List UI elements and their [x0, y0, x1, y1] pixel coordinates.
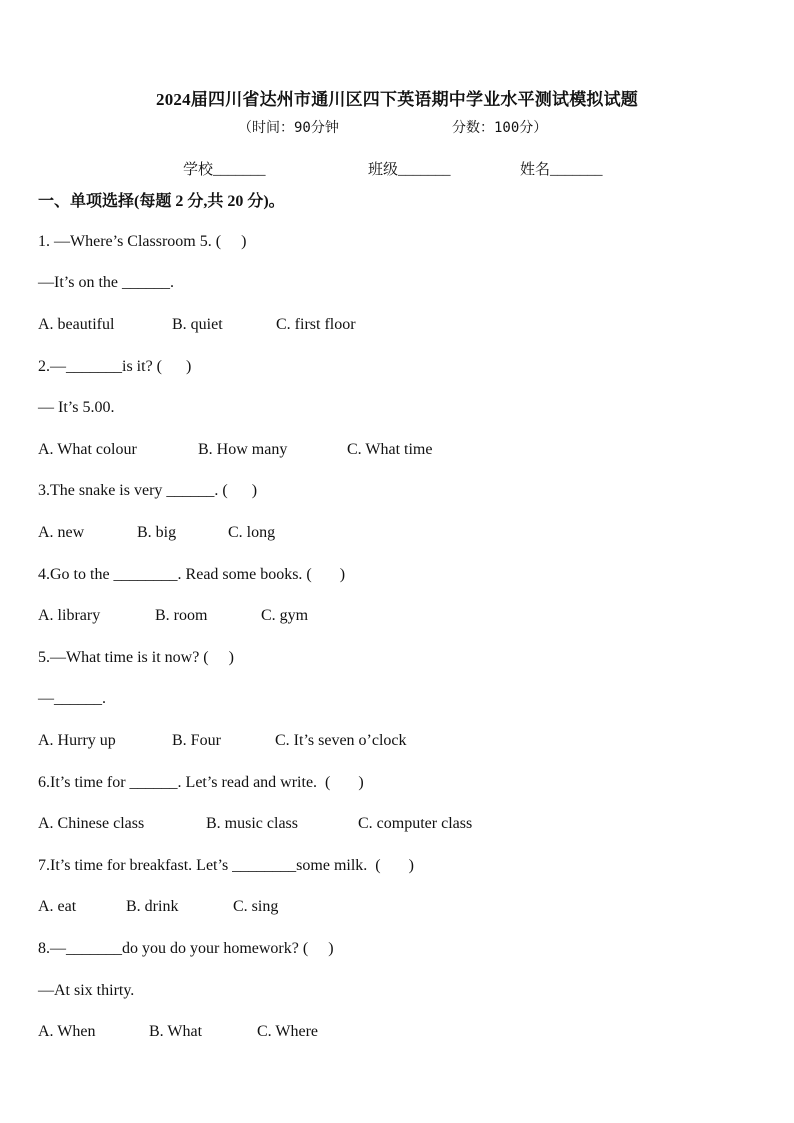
- question-line: —It’s on the ______.: [38, 274, 174, 291]
- option-c[interactable]: C. long: [228, 524, 276, 541]
- option-c[interactable]: C. computer class: [358, 815, 473, 832]
- option-b[interactable]: B. drink: [126, 898, 179, 915]
- page-title: 2024届四川省达州市通川区四下英语期中学业水平测试模拟试题: [156, 90, 638, 109]
- option-row: [38, 316, 356, 334]
- question-line: 6.It’s time for ______. Let’s read and write. ( ): [38, 774, 364, 791]
- option-row: [38, 524, 275, 542]
- option-a[interactable]: A. eat: [38, 898, 77, 915]
- option-row: [38, 732, 407, 750]
- section-heading: 一、单项选择(每题 2 分,共 20 分)。: [38, 193, 285, 210]
- option-a[interactable]: A. beautiful: [38, 316, 115, 333]
- exam-time: （时间：90分钟: [238, 120, 339, 136]
- option-a[interactable]: A. new: [38, 524, 85, 541]
- class-field: 班级_______: [368, 162, 451, 178]
- option-row: [38, 898, 278, 916]
- option-a[interactable]: A. Hurry up: [38, 732, 116, 749]
- question-line: 2.—_______is it? ( ): [38, 358, 192, 375]
- question-line: 5.—What time is it now? ( ): [38, 649, 234, 666]
- option-c[interactable]: C. sing: [233, 898, 279, 915]
- question-line: —At six thirty.: [38, 982, 135, 999]
- question-line: 7.It’s time for breakfast. Let’s ________some milk. ( ): [38, 857, 414, 874]
- option-b[interactable]: B. room: [155, 607, 208, 624]
- option-row: [38, 607, 308, 625]
- option-c[interactable]: C. first floor: [276, 316, 356, 333]
- option-row: [38, 441, 432, 459]
- question-line: 4.Go to the ________. Read some books. ( ): [38, 566, 346, 583]
- option-a[interactable]: A. When: [38, 1023, 96, 1040]
- option-c[interactable]: C. gym: [261, 607, 309, 624]
- question-line: 8.—_______do you do your homework? ( ): [38, 940, 334, 957]
- question-line: 1. —Where’s Classroom 5. ( ): [38, 233, 247, 250]
- option-a[interactable]: A. library: [38, 607, 101, 624]
- option-b[interactable]: B. Four: [172, 732, 221, 749]
- school-field: 学校_______: [183, 162, 266, 178]
- option-b[interactable]: B. How many: [198, 441, 288, 458]
- question-line: 3.The snake is very ______. ( ): [38, 482, 258, 499]
- option-c[interactable]: C. What time: [347, 441, 433, 458]
- option-a[interactable]: A. Chinese class: [38, 815, 145, 832]
- option-b[interactable]: B. quiet: [172, 316, 223, 333]
- option-c[interactable]: C. It’s seven o’clock: [275, 732, 407, 749]
- option-a[interactable]: A. What colour: [38, 441, 137, 458]
- option-b[interactable]: B. big: [137, 524, 177, 541]
- option-b[interactable]: B. music class: [206, 815, 298, 832]
- option-row: [38, 1023, 318, 1041]
- option-row: [38, 815, 472, 833]
- question-line: —______.: [38, 690, 106, 707]
- question-line: — It’s 5.00.: [38, 399, 115, 416]
- option-b[interactable]: B. What: [149, 1023, 203, 1040]
- option-c[interactable]: C. Where: [257, 1023, 319, 1040]
- name-field: 姓名_______: [520, 162, 603, 178]
- exam-score: 分数：100分）: [452, 120, 548, 136]
